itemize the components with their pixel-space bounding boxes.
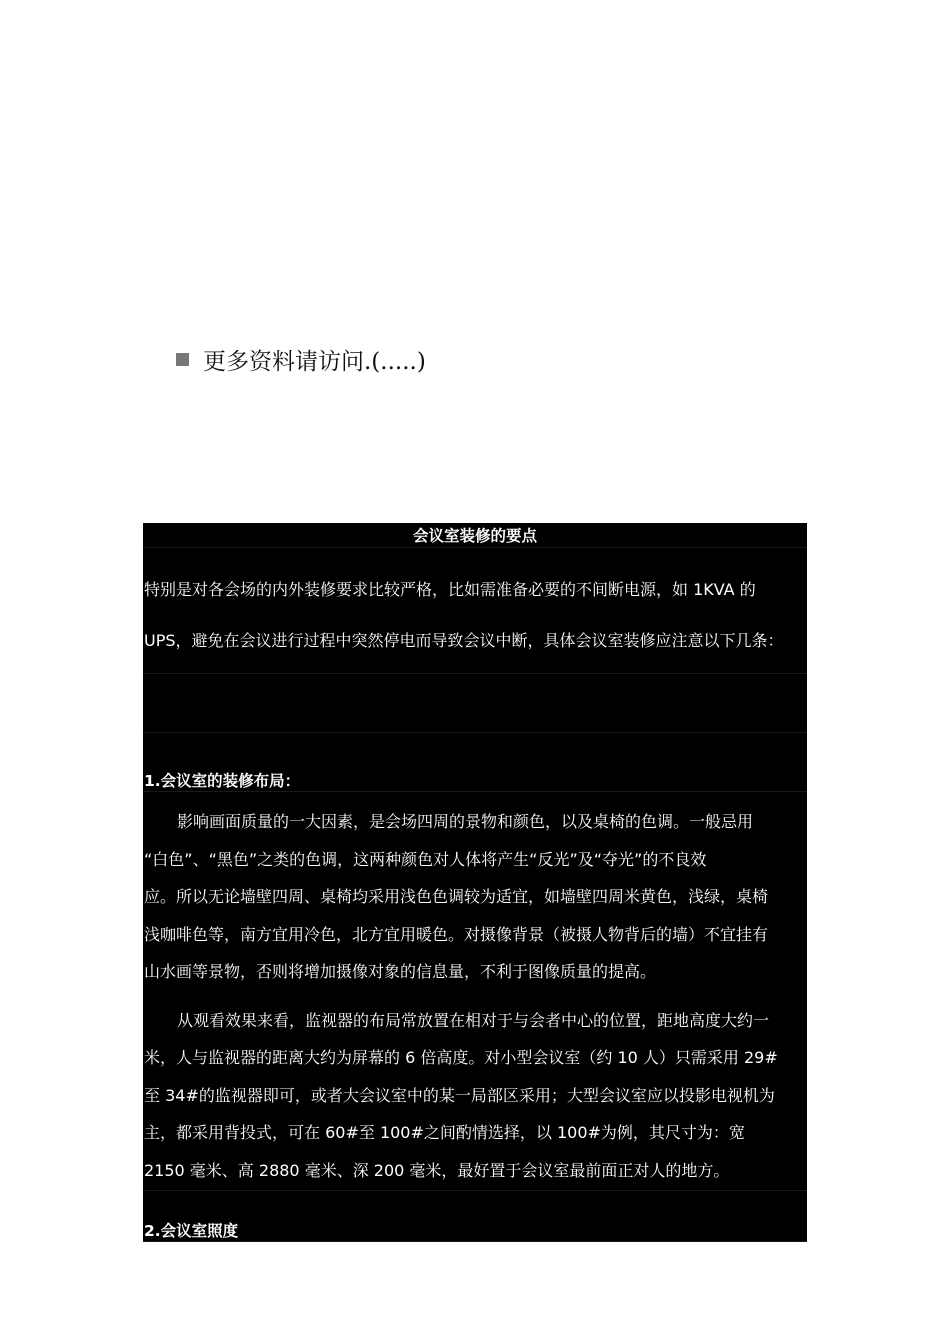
- paragraph: [143, 803, 807, 991]
- paragraph-line: 浅咖啡色等，南方宜用冷色，北方宜用暖色。对摄像背景（被摄人物背后的墙）不宜挂有: [144, 924, 769, 944]
- section-heading-row: [143, 733, 807, 792]
- section-heading-row: [143, 1191, 807, 1242]
- table-title: 会议室装修的要点: [143, 523, 807, 548]
- intro-line: 特别是对各会场的内外装修要求比较严格，比如需准备必要的不间断电源，如 1KVA 的: [144, 580, 756, 599]
- paragraph-line: 山水画等景物，否则将增加摄像对象的信息量，不利于图像质量的提高。: [144, 962, 657, 981]
- intro-line: UPS，避免在会议进行过程中突然停电而导致会议中断，具体会议室装修应注意以下几条：: [144, 631, 784, 650]
- paragraph-line: 从观看效果来看，监视器的布局常放置在相对于与会者中心的位置，距地高度大约一: [177, 1010, 770, 1030]
- paragraph-line: 主，都采用背投式，可在 60#至 100#之间酌情选择，以 100#为例，其尺寸为：宽: [144, 1123, 745, 1142]
- section-heading: 2.会议室照度: [144, 1222, 239, 1240]
- content-table: [143, 523, 807, 1242]
- paragraph-line: 应。所以无论墙壁四周、桌椅均采用浅色色调较为适宜，如墙壁四周米黄色，浅绿，桌椅: [144, 887, 769, 906]
- paragraph-line: 影响画面质量的一大因素，是会场四周的景物和颜色，以及桌椅的色调。一般忌用: [177, 812, 754, 831]
- section-body: [143, 792, 807, 1191]
- square-bullet-icon: [176, 353, 189, 366]
- paragraph: [143, 1002, 807, 1190]
- promo-text: 更多资料请访问.(.....): [203, 349, 426, 375]
- paragraph-line: 至 34#的监视器即可，或者大会议室中的某一局部区采用；大型会议室应以投影电视机为: [144, 1085, 775, 1105]
- intro-cell: [143, 548, 807, 674]
- blank-row: [143, 674, 807, 733]
- paragraph-line: “白色”、“黑色”之类的色调，这两种颜色对人体将产生“反光”及“夺光”的不良效: [144, 849, 707, 869]
- promo-line: [176, 343, 426, 376]
- paragraph-line: 米，人与监视器的距离大约为屏幕的 6 倍高度。对小型会议室（约 10 人）只需采用 29#: [144, 1048, 778, 1067]
- paragraph-line: 2150 毫米、高 2880 毫米、深 200 毫米，最好置于会议室最前面正对人的地方。: [144, 1160, 730, 1180]
- section-heading: 1.会议室的装修布局：: [144, 772, 301, 790]
